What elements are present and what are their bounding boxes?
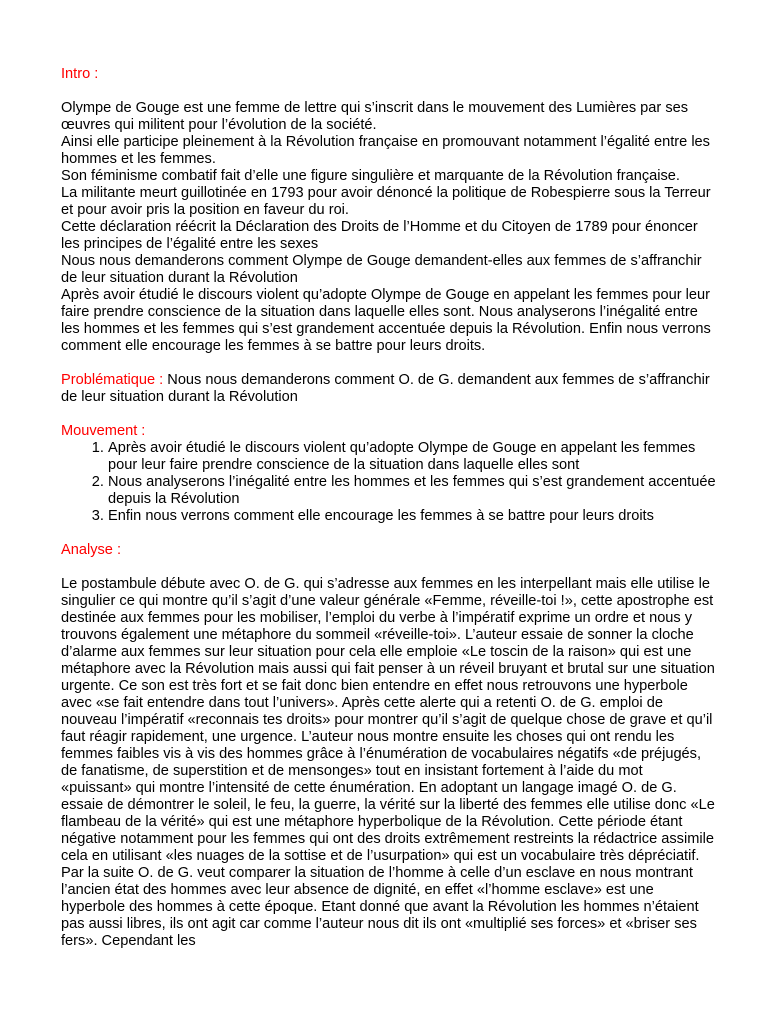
intro-paragraph: Olympe de Gouge est une femme de lettre qui s’inscrit dans le mouvement des Lumières par ses œuvres qui militent pour l’évolution de la société. <box>61 100 689 133</box>
spacer <box>61 406 716 423</box>
problematique-heading: Problématique : <box>61 372 164 388</box>
analyse-heading: Analyse : <box>61 542 122 558</box>
spacer <box>61 525 716 542</box>
intro-paragraph: Nous nous demanderons comment Olympe de Gouge demandent-elles aux femmes de s’affranchir de leur situation durant la Révolution <box>61 253 702 286</box>
problematique-text: Nous nous demanderons comment O. de G. demandent aux femmes de s’affranchir de leur situation durant la Révolution <box>61 372 710 405</box>
intro-paragraph: La militante meurt guillotinée en 1793 pour avoir dénoncé la politique de Robespierre sous la Terreur et pour avoir pris la position en faveur du roi. <box>61 185 711 218</box>
intro-paragraph: Son féminisme combatif fait d’elle une figure singulière et marquante de la Révolution française. <box>61 168 680 184</box>
spacer <box>61 83 716 100</box>
mouvement-item: 1. Après avoir étudié le discours violent qu’adopte Olympe de Gouge en appelant les femmes pour leur faire prendre conscience de la situation dans laquelle elles sont <box>108 440 716 474</box>
intro-paragraph: Après avoir étudié le discours violent qu’adopte Olympe de Gouge en appelant les femmes pour leur faire prendre conscience de la situation dans laquelle elles sont. Nous analyserons l’inégalité entre les hommes et les femmes qui s’est grandement accentuée depuis la Révolution. Enfin nous verrons comment elle encourage les femmes à se battre pour leurs droits. <box>61 287 711 354</box>
mouvement-heading: Mouvement : <box>61 423 146 439</box>
analyse-paragraph: Le postambule débute avec O. de G. qui s’adresse aux femmes en les interpellant mais elle utilise le singulier ce qui montre qu’il s’agit d’une valeur générale «Femme, réveille-toi !», cette apostrophe est destinée aux femmes pour les mobiliser, l’emploi du verbe à l’impératif exprime un ordre et nous y trouvons également une métaphore du sommeil «réveille-toi». L’auteur essaie de sonner la cloche d’alarme aux femmes sur leur situation pour cela elle emploie «Le toscin de la raison» qui est une métaphore avec la Révolution mais aussi qui fait penser à un réveil bruyant et brutal sur une situation urgente. Ce son est très fort et se fait donc bien entendre en effet nous retrouvons une hyperbole avec «se fait entendre dans tout l’univers». Après cette alerte qui a retenti O. de G. emploi de nouveau l’impératif «reconnais tes droits» pour montrer qu’il s’agit de quelque chose de grave et qu’il faut réagir rapidement, une urgence. L’auteur nous montre ensuite les choses qui ont rendu les femmes faibles vis à vis des hommes grâce à l’énumération de vocabulaires négatifs «de préjugés, de fanatisme, de superstition et de mensonges» tout en insistant fortement à l’aide du mot «puissant» qui montre l’intensité de cette énumération. En adoptant un langage imagé O. de G. essaie de démontrer le soleil, le feu, la guerre, la vérité sur la liberté des femmes elle utilise donc «Le flambeau de la vérité» qui est une métaphore hyperbolique de la Révolution. Cette période étant négative notamment pour les femmes qui ont des droits extrêmement restreints la rédactrice assimile cela en utilisant «les nuages de la sottise et de l’usurpation» qui est un vocabulaire très dépréciatif. Par la suite O. de G. veut comparer la situation de l’homme à celle d’un esclave en nous montrant l’ancien état des hommes avec leur absence de dignité, en effet «l’homme esclave» est une hyperbole des hommes à cette époque. Etant donné que avant la Révolution les hommes n’étaient pas aussi libres, ils ont agit car comme l’auteur nous dit ils ont «multiplié ses forces» et «briser ses fers». Cependant les <box>61 576 715 949</box>
spacer <box>61 559 716 576</box>
document-page <box>61 66 716 950</box>
mouvement-list <box>61 440 716 525</box>
problematique-paragraph <box>61 372 716 406</box>
intro-heading: Intro : <box>61 66 99 82</box>
mouvement-item: 2. Nous analyserons l’inégalité entre les hommes et les femmes qui s’est grandement accentuée depuis la Révolution <box>108 474 716 508</box>
intro-paragraph: Ainsi elle participe pleinement à la Révolution française en promouvant notamment l’égalité entre les hommes et les femmes. <box>61 134 710 167</box>
mouvement-item: 3. Enfin nous verrons comment elle encourage les femmes à se battre pour leurs droits <box>108 508 716 525</box>
spacer <box>61 355 716 372</box>
intro-paragraph: Cette déclaration réécrit la Déclaration des Droits de l’Homme et du Citoyen de 1789 pour énoncer les principes de l’égalité entre les sexes <box>61 219 698 252</box>
